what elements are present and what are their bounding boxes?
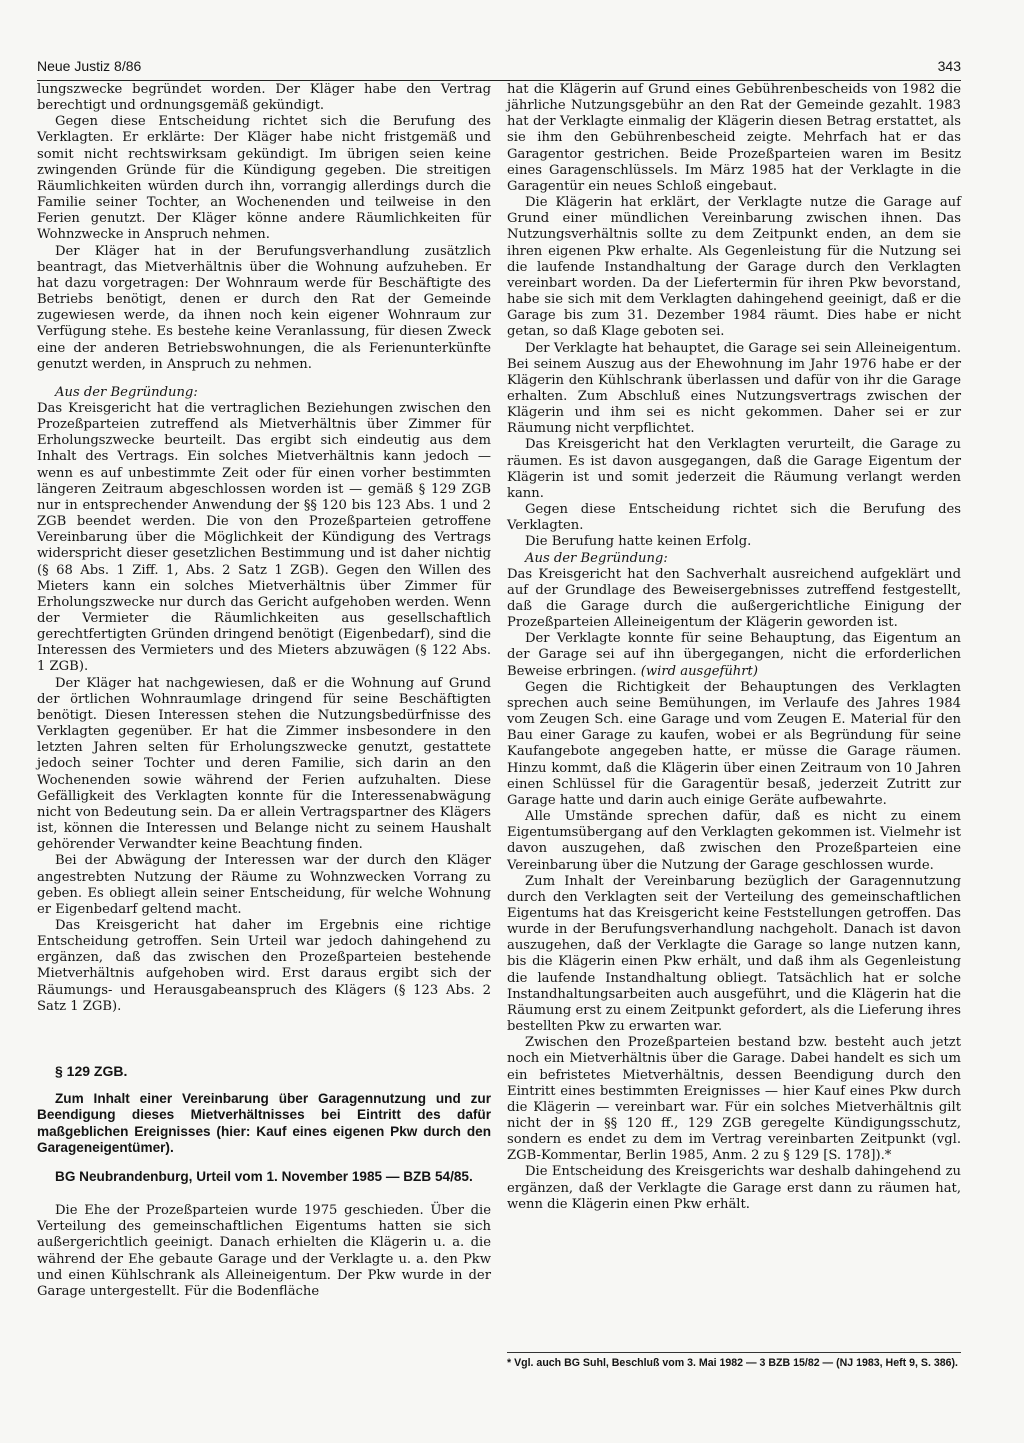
court-citation: BG Neubrandenburg, Urteil vom 1. November 1985 — BZB 54/85. xyxy=(55,1168,473,1184)
paragraph xyxy=(507,631,961,679)
left-column xyxy=(37,82,491,1300)
paragraph: Das Kreisgericht hat den Verklagten verurteilt, die Garage zu räumen. Es ist davon ausgegangen, daß die Garage Eigentum der Klägerin ist und somit jederzeit die Räumung verlangt werden kann. xyxy=(507,437,961,501)
paragraph: Der Verklagte hat behauptet, die Garage sei sein Alleineigentum. Bei seinem Auszug aus der Ehewohnung im Jahr 1976 habe er der Klägerin den Kühlschrank überlassen und dafür von ihr die Garage erhalten. Zum Abschluß eines Nutzungsvertrags zwischen der Klägerin und ihm sei es nicht gekommen. Daher sei er zur Räumung nicht verpflichtet. xyxy=(507,340,961,437)
omission-note: (wird ausgeführt) xyxy=(640,663,758,679)
paragraph: Zum Inhalt der Vereinbarung bezüglich der Garagennutzung durch den Verklagten seit der Verteilung des gemeinschaftlichen Eigentums hat das Kreisgericht keine Feststellungen getroffen. Das wurde in der Berufungsverhandlung nachgeholt. Danach ist davon auszugehen, daß der Verklagte die Garage so lange nutzen kann, bis die Klägerin einen Pkw erhält, und daß ihm als Gegenleistung die laufende Instandhaltung obliegt. Tatsächlich hat er solche Instandhaltungsarbeiten auch ausgeführt, und die Klägerin hat die Räumung erst zu einem Zeitpunkt gefordert, als die Lieferung ihres bestellten Pkw zu erwarten war. xyxy=(507,873,961,1035)
paragraph: Das Kreisgericht hat daher im Ergebnis eine richtige Entscheidung getroffen. Sein Urteil war jedoch dahingehend zu ergänzen, daß das zwischen den Prozeßparteien bestehende Mietverhältnis aufgehoben wird. Erst daraus ergibt sich der Räumungs- und Herausgabeanspruch des Klägers (§ 123 Abs. 2 Satz 1 ZGB). xyxy=(37,917,491,1014)
journal-title: Neue Justiz 8/86 xyxy=(37,58,142,74)
paragraph: lungszwecke begründet worden. Der Kläger habe den Vertrag berechtigt und ordnungsgemäß gekündigt. xyxy=(37,82,491,114)
paragraph: Die Entscheidung des Kreisgerichts war deshalb dahingehend zu ergänzen, daß der Verklagte die Garage erst dann zu räumen hat, wenn die Klägerin einen Pkw erhält. xyxy=(507,1164,961,1212)
paragraph: Die Klägerin hat erklärt, der Verklagte nutze die Garage auf Grund einer mündlichen Vereinbarung zwischen ihnen. Das Nutzungsverhältnis sollte zu dem Zeitpunkt enden, an dem sie ihren eigenen Pkw erhalte. Als Gegenleistung für die Nutzung sei die laufende Instandhaltung der Garage durch den Verklagten vereinbart worden. Da der Liefertermin für ihren Pkw bevorstand, habe sie sich mit dem Verklagten dahingehend geeinigt, daß er die Garage bis zum 31. Dezember 1984 räumt. Dies habe er nicht getan, so daß Klage geboten sei. xyxy=(507,195,961,340)
page-number: 343 xyxy=(937,58,961,74)
paragraph: Der Kläger hat nachgewiesen, daß er die Wohnung auf Grund der örtlichen Wohnraumlage dringend für seine Beschäftigten benötigt. Diesen Interessen stehen die Nutzungsbedürfnisse des Verklagten gegenüber. Er hat die Zimmer insbesondere in den letzten Jahren selten für Erholungszwecke genutzt, gestattete jedoch seiner Tochter und deren Familie, sich darin an den Wochenenden sowie während der Ferien aufzuhalten. Diese Gefälligkeit des Verklagten konnte für die Interessenabwägung nicht von Bedeutung sein. Da er allein Vertragspartner des Klägers ist, können die Interessen und Belange nicht zu seinem Haushalt gehörender Verwandter keine Beachtung finden. xyxy=(37,675,491,853)
right-column xyxy=(507,82,961,1213)
paragraph: Die Berufung hatte keinen Erfolg. xyxy=(525,534,752,550)
section-subheading: Aus der Begründung: xyxy=(525,550,668,566)
footnote: * Vgl. auch BG Suhl, Beschluß vom 3. Mai 1982 — 3 BZB 15/82 — (NJ 1983, Heft 9, S. 386). xyxy=(507,1352,961,1370)
paragraph: Gegen die Richtigkeit der Behauptungen des Verklagten sprechen auch seine Bemühungen, im Verlaufe des Jahres 1984 vom Zeugen Sch. eine Garage und vom Zeugen E. Material für den Bau einer Garage zu kaufen, wobei er als Begründung für seine Kaufangebote angegeben hatte, er müsse die Garage räumen. Hinzu kommt, daß die Klägerin über einen Zeitraum von 10 Jahren einen Schlüssel für die Garagentür besaß, jederzeit Zutritt zur Garage hatte und darin auch einige Geräte aufbewahrte. xyxy=(507,679,961,808)
paragraph: Das Kreisgericht hat die vertraglichen Beziehungen zwischen den Prozeßparteien zutreffend als Mietverhältnis über Zimmer für Erholungszwecke beurteilt. Das ergibt sich eindeutig aus dem Inhalt des Vertrags. Ein solches Mietverhältnis kann jedoch — wenn es auf unbestimmte Zeit oder für einen vorher bestimmten längeren Zeitraum abgeschlossen worden ist — gemäß § 129 ZGB nur in entsprechender Anwendung der §§ 120 bis 123 Abs. 1 und 2 ZGB beendet werden. Die von den Prozeßparteien getroffene Vereinbarung über die Möglichkeit der Kündigung des Vertrags widerspricht dieser gesetzlichen Bestimmung und ist daher nichtig (§ 68 Abs. 1 Ziff. 1, Abs. 2 Satz 1 ZGB). Gegen den Willen des Mieters kann ein solches Mietverhältnis über Zimmer für Erholungszwecke nur durch das Gericht aufgehoben werden. Wenn der Vermieter die Räumlichkeiten aus gesellschaftlich gerechtfertigten Gründen dringend benötigt (Eigenbedarf), sind die Interessen des Vermieters und des Mieters abzuwägen (§ 122 Abs. 1 ZGB). xyxy=(37,400,491,675)
running-header xyxy=(37,58,961,81)
paragraph: Die Ehe der Prozeßparteien wurde 1975 geschieden. Über die Verteilung des gemeinschaftlichen Eigentums hatten sie sich außergerichtlich geeinigt. Danach erhielten die Klägerin u. a. die während der Ehe gebaute Garage und der Verklagte u. a. den Pkw und einen Kühlschrank als Alleineigentum. Der Pkw wurde in der Garage untergestellt. Für die Bodenfläche xyxy=(37,1203,491,1299)
paragraph: Gegen diese Entscheidung richtet sich die Berufung des Verklagten. xyxy=(507,502,961,534)
paragraph: Bei der Abwägung der Interessen war der durch den Kläger angestrebten Nutzung der Räume zu Wohnzwecken Vorrang zu geben. Es obliegt allein seiner Entscheidung, für welche Wohnung er Eigenbedarf geltend macht. xyxy=(37,853,491,917)
paragraph: hat die Klägerin auf Grund eines Gebührenbescheids von 1982 die jährliche Nutzungsgebühr an den Rat der Gemeinde gezahlt. 1983 hat der Verklagte einmalig der Klägerin diesen Betrag erstattet, als sie ihm den Gebührenbescheid zeigte. Mehrfach hat er das Garagentor gestrichen. Beide Prozeßparteien waren im Besitz eines Garagenschlüssels. Im März 1985 hat der Verklagte in die Garagentür ein neues Schloß eingebaut. xyxy=(507,82,961,194)
paragraph-text: Der Verklagte konnte für seine Behauptung, das Eigentum an der Garage sei auf ihn übergegangen, nicht die erforderlichen Beweise erbringen. xyxy=(507,631,961,679)
law-reference: § 129 ZGB. xyxy=(55,1062,128,1079)
case-headline: Zum Inhalt einer Vereinbarung über Garagennutzung und zur Beendigung dieses Mietverhältnisses bei Eintritt des dafür maßgeblichen Ereignisses (hier: Kauf eines eigenen Pkw durch den Garageneigentümer). xyxy=(37,1091,491,1156)
section-subheading: Aus der Begründung: xyxy=(55,384,198,400)
paragraph: Der Kläger hat in der Berufungsverhandlung zusätzlich beantragt, das Mietverhältnis über die Wohnung aufzuheben. Er hat dazu vorgetragen: Der Wohnraum werde für Beschäftigte des Betriebs benötigt, denen er durch den Rat der Gemeinde zugewiesen werde, da ihnen noch kein eigener Wohnraum zur Verfügung stehe. Es bestehe keine Veranlassung, für diesen Zweck eine der anderen Betriebswohnungen, die als Ferienunterkünfte genutzt werden, in Anspruch zu nehmen. xyxy=(37,243,491,372)
paragraph: Gegen diese Entscheidung richtet sich die Berufung des Verklagten. Er erklärte: Der Kläger habe nicht fristgemäß und somit nicht rechtswirksam gekündigt. Im übrigen seien keine zwingenden Gründe für die Kündigung gegeben. Die streitigen Räumlichkeiten würden durch ihn, vorrangig allerdings durch die Familie seiner Tochter, an Wochenenden und teilweise in den Ferien genutzt. Der Kläger könne andere Räumlichkeiten für Wohnzwecke in Anspruch nehmen. xyxy=(37,114,491,243)
paragraph: Alle Umstände sprechen dafür, daß es nicht zu einem Eigentumsübergang auf den Verklagten gekommen ist. Vielmehr ist davon auszugehen, daß zwischen den Prozeßparteien eine Vereinbarung über die Nutzung der Garage geschlossen wurde. xyxy=(507,809,961,873)
paragraph: Zwischen den Prozeßparteien bestand bzw. besteht auch jetzt noch ein Mietverhältnis über die Garage. Dabei handelt es sich um ein befristetes Mietverhältnis, dessen Beendigung durch den Eintritt eines bestimmten Ereignisses — hier Kauf eines Pkw durch die Klägerin — vereinbart war. Für ein solches Mietverhältnis gilt nicht der in §§ 120 ff., 129 ZGB geregelte Kündigungsschutz, sondern es endet zu dem im Vertrag vereinbarten Zeitpunkt (vgl. ZGB-Kommentar, Berlin 1985, Anm. 2 zu § 129 [S. 178]).* xyxy=(507,1035,961,1164)
paragraph: Das Kreisgericht hat den Sachverhalt ausreichend aufgeklärt und auf der Grundlage des Beweisergebnisses zutreffend festgestellt, daß die Garage durch die außergerichtliche Einigung der Prozeßparteien Alleineigentum der Klägerin geworden ist. xyxy=(507,566,961,631)
